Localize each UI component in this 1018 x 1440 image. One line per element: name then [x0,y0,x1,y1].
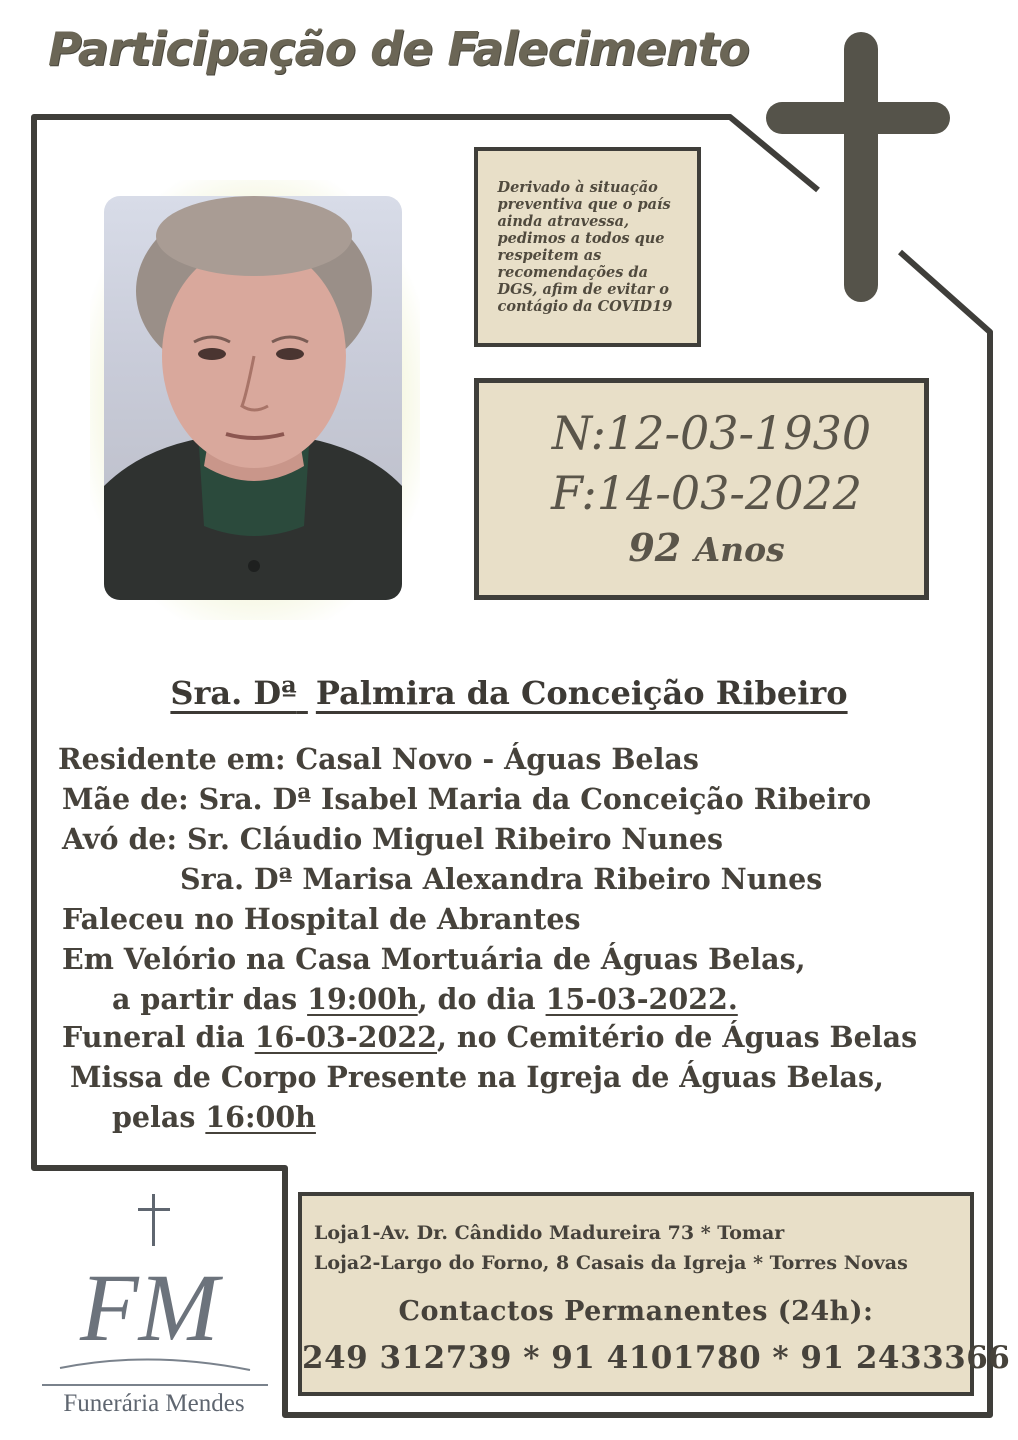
covid-notice [474,147,701,347]
funeral-date: 16-03-2022 [254,1020,438,1054]
covid-notice-text: Derivado à situação preventiva que o país ainda atravessa, pedimos a todos que respeitem as recomendações da DGS, afim de evitar o contágio da COVID19 [497,179,673,315]
phone-numbers: 249 312739 * 91 4101780 * 91 2433366 [302,1340,1011,1376]
mass-time-prefix: pelas [112,1100,196,1134]
wake-date: 15-03-2022. [545,982,738,1016]
deceased-title: Sra. Dª [170,674,297,712]
mass-time: 16:00h [205,1100,316,1134]
mother-label: Mãe de: [62,782,189,816]
mass-line: Missa de Corpo Presente na Igreja de Águas Belas, [70,1060,884,1094]
funeral-home-panel [298,1192,1011,1396]
deceased-name [0,674,1018,712]
store-1-address: Loja1-Av. Dr. Cândido Madureira 73 * Tomar [314,1222,785,1244]
portrait-photo [104,196,402,600]
age-label: Anos [694,530,785,569]
dates-panel [474,378,929,600]
funeral-home-name: Funerária Mendes [63,1390,245,1417]
grandmother-line [62,822,723,856]
death-date: F:14-03-2022 [551,466,862,520]
cross-icon [760,28,960,308]
wake-from-prefix: a partir das [112,982,298,1016]
death-place: Faleceu no Hospital de Abrantes [62,902,581,936]
grandchild-2: Sra. Dª Marisa Alexandra Ribeiro Nunes [180,862,823,896]
mother-line [62,782,871,816]
contacts-title: Contactos Permanentes (24h): [398,1296,874,1327]
residence-label: Residente em: [58,742,286,776]
wake-time: 19:00h [307,982,418,1016]
funeral-prefix: Funeral dia [62,1020,245,1054]
residence-value: Casal Novo - Águas Belas [295,742,699,776]
age-number: 92 [628,525,682,570]
page-title: Participação de Falecimento [48,22,749,76]
mass-time-line [112,1100,316,1134]
funeral-suffix: , no Cemitério de Águas Belas [437,1020,918,1054]
store-2-address: Loja2-Largo do Forno, 8 Casais da Igreja * Torres Novas [314,1252,908,1274]
grandchild-1: Sr. Cláudio Miguel Ribeiro Nunes [186,822,724,856]
residence-line [58,742,699,776]
logo-cross-icon [152,1194,155,1246]
mother-value: Sra. Dª Isabel Maria da Conceição Ribeiro [198,782,872,816]
funeral-home-logo [40,1190,270,1420]
portrait-illustration [104,196,402,600]
age [489,525,924,570]
deceased-full-name: Palmira da Conceição Ribeiro [315,674,848,712]
birth-date: N:12-03-1930 [551,406,872,460]
wake-location: Em Velório na Casa Mortuária de Águas Belas, [62,942,806,976]
funeral-line [62,1020,917,1054]
wake-day-prefix: , do dia [417,982,536,1016]
grandmother-label: Avó de: [62,822,178,856]
wake-time-line [112,982,738,1016]
logo-initials: FM [80,1254,219,1361]
